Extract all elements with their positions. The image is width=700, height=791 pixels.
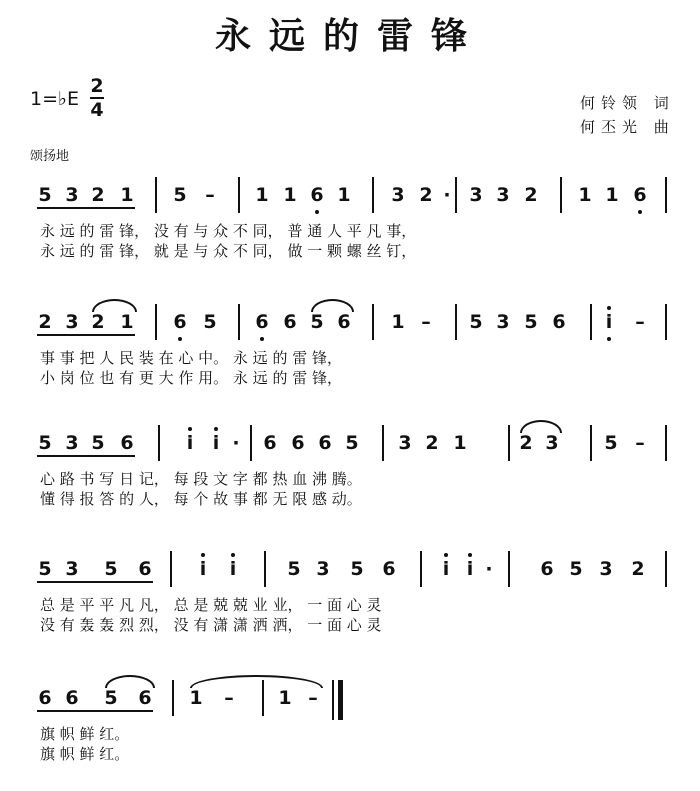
note: 6 — [120, 432, 134, 454]
lyric-line: 永 远 的 雷 锋， 就 是 与 众 不 同， 做 一 颗 螺 丝 钉， — [40, 242, 417, 260]
note: 5 — [469, 311, 483, 333]
time-top: 2 — [90, 75, 104, 97]
bar-line — [420, 551, 422, 587]
expression-marking: 颂扬地 — [30, 149, 70, 164]
note: 3 — [599, 558, 613, 580]
bar-line — [172, 680, 174, 716]
bar-line — [508, 551, 510, 587]
note: 3 — [65, 184, 79, 206]
octave-dot-high — [214, 427, 218, 431]
note: 6 — [318, 432, 332, 454]
bar-line — [560, 177, 562, 213]
note: 1 — [605, 184, 619, 206]
octave-dot-low — [315, 210, 319, 214]
note: 3 — [398, 432, 412, 454]
note: 6 — [138, 558, 152, 580]
note: 5 — [173, 184, 187, 206]
bar-line — [238, 304, 240, 340]
note: 6 — [633, 184, 647, 206]
song-title: 永远的雷锋 — [214, 16, 485, 57]
octave-dot-high — [231, 553, 235, 557]
octave-dot-high — [607, 306, 611, 310]
note: 5 — [38, 184, 52, 206]
bar-line — [155, 177, 157, 213]
note: i — [442, 558, 450, 580]
lyric-line: 永 远 的 雷 锋， 没 有 与 众 不 同， 普 通 人 平 凡 事， — [40, 222, 417, 240]
note: 3 — [391, 184, 405, 206]
note: i — [605, 311, 613, 333]
note: 1 — [120, 311, 134, 333]
note: 3 — [496, 184, 510, 206]
note: 6 — [540, 558, 554, 580]
slur — [190, 675, 323, 688]
slur — [311, 299, 354, 312]
bar-line — [665, 425, 667, 461]
slur — [520, 420, 562, 433]
beam-line — [37, 455, 135, 457]
note: 6 — [552, 311, 566, 333]
note: 5 — [345, 432, 359, 454]
bar-line — [372, 304, 374, 340]
bar-line — [590, 425, 592, 461]
bar-line — [665, 304, 667, 340]
bar-line — [372, 177, 374, 213]
note: 3 — [496, 311, 510, 333]
slur — [105, 675, 155, 688]
note: 1 — [337, 184, 351, 206]
time-signature — [90, 76, 104, 120]
key-signature: 1=♭E — [30, 88, 79, 110]
bar-line — [250, 425, 252, 461]
note: i — [199, 558, 207, 580]
bar-line — [155, 304, 157, 340]
note: 1 — [391, 311, 405, 333]
note: 6 — [337, 311, 351, 333]
note: 5 — [287, 558, 301, 580]
note: 6 — [255, 311, 269, 333]
octave-dot-high — [188, 427, 192, 431]
bar-line — [238, 177, 240, 213]
note: · — [443, 184, 451, 206]
bar-line — [158, 425, 160, 461]
note: · — [485, 558, 493, 580]
note: 6 — [382, 558, 396, 580]
note: 3 — [65, 432, 79, 454]
note: 2 — [631, 558, 645, 580]
composer-credit: 何丕光 曲 — [580, 118, 675, 136]
octave-dot-high — [468, 553, 472, 557]
note: – — [224, 687, 234, 709]
note: 6 — [263, 432, 277, 454]
beam-line — [37, 581, 153, 583]
note: 6 — [283, 311, 297, 333]
lyric-line: 旗 帜 鲜 红。 — [40, 745, 130, 763]
note: 1 — [278, 687, 292, 709]
bar-line — [455, 177, 457, 213]
note: 5 — [38, 558, 52, 580]
note: 2 — [91, 184, 105, 206]
note: 5 — [350, 558, 364, 580]
beam-line — [37, 710, 153, 712]
note: i — [229, 558, 237, 580]
note: 6 — [173, 311, 187, 333]
note: 6 — [138, 687, 152, 709]
note: – — [635, 311, 645, 333]
octave-dot-low — [638, 210, 642, 214]
note: 6 — [310, 184, 324, 206]
note: – — [308, 687, 318, 709]
lyric-line: 总 是 平 平 凡 凡， 总 是 兢 兢 业 业， 一 面 心 灵 — [40, 596, 382, 614]
note: – — [205, 184, 215, 206]
time-bottom: 4 — [90, 99, 104, 121]
note: 3 — [545, 432, 559, 454]
lyric-line: 事 事 把 人 民 装 在 心 中。 永 远 的 雷 锋， — [40, 349, 342, 367]
note: 5 — [104, 558, 118, 580]
note: 2 — [524, 184, 538, 206]
lyric-line: 旗 帜 鲜 红。 — [40, 725, 130, 743]
note: 6 — [291, 432, 305, 454]
note: 1 — [255, 184, 269, 206]
note: i — [466, 558, 474, 580]
note: – — [421, 311, 431, 333]
note: 5 — [203, 311, 217, 333]
note: 1 — [283, 184, 297, 206]
octave-dot-low — [607, 337, 611, 341]
lyric-line: 小 岗 位 也 有 更 大 作 用。 永 远 的 雷 锋， — [40, 369, 342, 387]
final-bar-thick — [338, 680, 343, 720]
note: 5 — [310, 311, 324, 333]
bar-line — [590, 304, 592, 340]
note: 2 — [419, 184, 433, 206]
note: 1 — [578, 184, 592, 206]
note: 5 — [569, 558, 583, 580]
note: 3 — [65, 311, 79, 333]
note: 1 — [189, 687, 203, 709]
bar-line — [665, 551, 667, 587]
lyricist-credit: 何铃领 词 — [580, 94, 675, 112]
note: 5 — [38, 432, 52, 454]
note: 5 — [91, 432, 105, 454]
octave-dot-high — [201, 553, 205, 557]
note: 2 — [425, 432, 439, 454]
note: – — [635, 432, 645, 454]
note: 2 — [91, 311, 105, 333]
note: 1 — [453, 432, 467, 454]
bar-line — [264, 551, 266, 587]
bar-line — [665, 177, 667, 213]
note: 5 — [604, 432, 618, 454]
note: 3 — [469, 184, 483, 206]
bar-line — [455, 304, 457, 340]
lyric-line: 心 路 书 写 日 记， 每 段 文 字 都 热 血 沸 腾。 — [40, 470, 362, 488]
final-bar-thin — [332, 680, 334, 720]
note: 6 — [65, 687, 79, 709]
bar-line — [170, 551, 172, 587]
beam-line — [37, 334, 135, 336]
note: · — [232, 432, 240, 454]
bar-line — [262, 680, 264, 716]
octave-dot-low — [178, 337, 182, 341]
note: 5 — [104, 687, 118, 709]
lyric-line: 没 有 轰 轰 烈 烈， 没 有 潇 潇 洒 洒， 一 面 心 灵 — [40, 616, 382, 634]
lyric-line: 懂 得 报 答 的 人， 每 个 故 事 都 无 限 感 动。 — [40, 490, 362, 508]
note: 6 — [38, 687, 52, 709]
note: i — [186, 432, 194, 454]
note: 5 — [524, 311, 538, 333]
note: i — [212, 432, 220, 454]
bar-line — [382, 425, 384, 461]
bar-line — [508, 425, 510, 461]
beam-line — [37, 207, 135, 209]
note: 3 — [65, 558, 79, 580]
slur — [92, 299, 137, 312]
note: 2 — [519, 432, 533, 454]
octave-dot-high — [444, 553, 448, 557]
note: 2 — [38, 311, 52, 333]
note: 1 — [120, 184, 134, 206]
note: 3 — [316, 558, 330, 580]
octave-dot-low — [260, 337, 264, 341]
